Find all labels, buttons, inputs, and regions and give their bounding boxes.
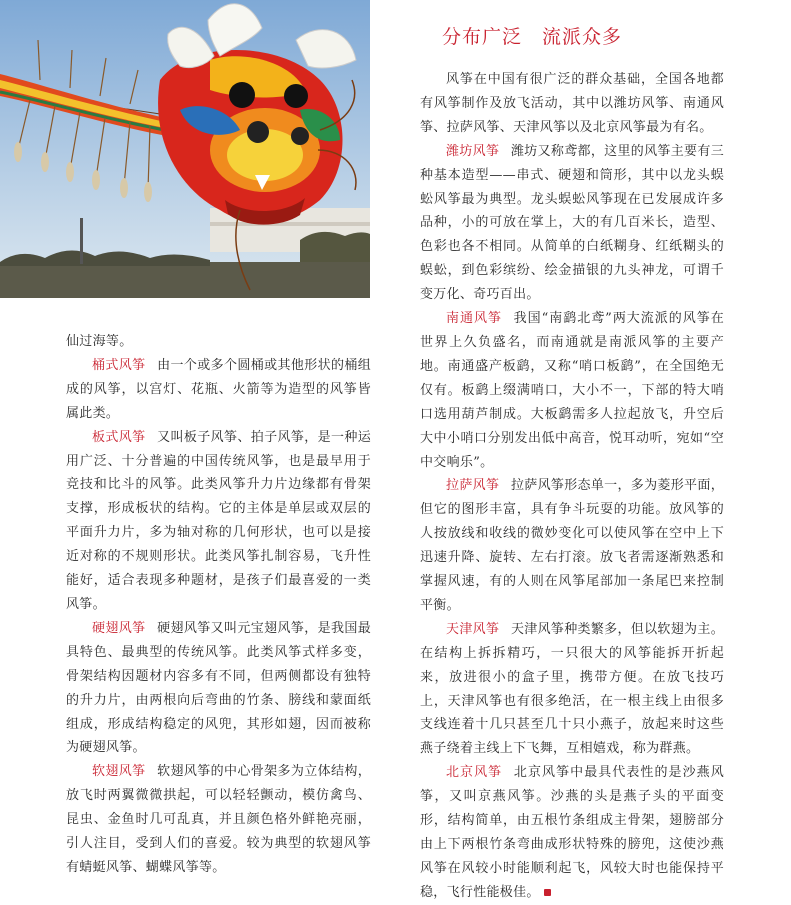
paragraph-body: 硬翅风筝又叫元宝翅风筝，是我国最具特色、最典型的传统风筝。此类风筝式样多变，骨架结构因题材内容多有不同，但两侧都设有独特的升力片，由两根向后弯曲的竹条、膀线和蒙面纸组成，形成结构稳定的风兜，其形如翅，因而被称为硬翅风筝。 [66, 620, 371, 756]
intro-paragraph: 风筝在中国有很广泛的群众基础，全国各地都有风筝制作及放飞活动，其中以潍坊风筝、南通风筝、拉萨风筝、天津风筝以及北京风筝最为有名。 [420, 72, 724, 135]
paragraph-body: 由一个或多个圆桶或其他形状的桶组成的风筝，以宫灯、花瓶、火箭等为造型的风筝皆属此类。 [66, 357, 371, 421]
paragraph-tianjin [420, 618, 724, 761]
term-label: 拉萨风筝 [446, 478, 500, 494]
paragraph-body: 软翅风筝的中心骨架多为立体结构，放飞时两翼微微拱起，可以轻轻颤动，模仿禽鸟、昆虫、金鱼时几可乱真，并且颜色格外鲜艳亮丽，引人注目，受到人们的喜爱。较为典型的软翅风筝有蜻蜓风筝、蝴蝶风筝等。 [66, 764, 371, 875]
paragraph-ying-chi [66, 617, 371, 760]
term-label: 天津风筝 [446, 621, 500, 637]
term-label: 桶式风筝 [92, 357, 146, 373]
term-label: 软翅风筝 [92, 764, 146, 780]
term-label: 南通风筝 [446, 311, 502, 327]
paragraph-lasa [420, 474, 724, 617]
term-label: 北京风筝 [446, 765, 503, 781]
paragraph-body: 我国“南鹞北鸢”两大流派的风筝在世界上久负盛名，而南通就是南派风筝的主要产地。南通盛产板鹞，又称“哨口板鹞”，在全国绝无仅有。板鹞上缀满哨口，大小不一，下部的特大哨口选用葫芦制成。大板鹞需多人拉起放飞，升空后大中小哨口分别发出低中高音，悦耳动听，宛如“空中交响乐”。 [420, 311, 725, 470]
continued-text: 仙过海等。 [66, 334, 133, 349]
paragraph-body: 北京风筝中最具代表性的是沙燕风筝，又叫京燕风筝。沙燕的头是燕子头的平面变形，结构简单，由五根竹条组成主骨架，翅膀部分由上下两根竹条弯曲成形状特殊的膀兜，这使沙燕风筝在风较小时能顺利起飞，风较大时也能保持平稳，飞行性能极佳。 [420, 765, 724, 900]
paragraph-body: 天津风筝种类繁多，但以软翅为主。在结构上拆拆精巧，一只很大的风筝能拆开折起来，放进很小的盒子里，携带方便。在放飞技巧上，天津风筝也有很多绝活，在一根主线上由很多支线连着十几只甚至几十只小燕子，放起来时这些燕子绕着主线上下飞舞，互相嬉戏，称为群燕。 [420, 621, 724, 757]
paragraph-body: 潍坊又称鸢都，这里的风筝主要有三种基本造型——串式、硬翅和筒形，其中以龙头蜈蚣风筝最为典型。龙头蜈蚣风筝现在已发展成许多品种，小的可放在掌上，大的有几百米长，造型、色彩也各不相同。从简单的白纸糊身、红纸糊头的蜈蚣，到色彩缤纷、绘金描银的九头神龙，可谓千变万化、奇巧百出。 [420, 143, 724, 303]
right-column [420, 68, 724, 905]
paragraph-tong-shi [66, 354, 371, 426]
left-column [66, 330, 371, 880]
paragraph-body: 又叫板子风筝、拍子风筝，是一种运用广泛、十分普遍的中国传统风筝，也是最早用于竞技和比斗的风筝。此类风筝升力片边缘都有骨架支撑，形成板状的结构。它的主体是单层或双层的平面升力片，多为轴对称的几何形状，也可以是接近对称的不规则形状。此类风筝扎制容易，飞升性能好，适合表现多种题材，是孩子们最喜爱的一类风筝。 [66, 429, 371, 612]
paragraph-ban-shi [66, 426, 371, 617]
dragon-kite-photo [0, 0, 370, 298]
end-mark-icon [544, 889, 551, 896]
paragraph-weifang [420, 140, 724, 307]
term-label: 硬翅风筝 [92, 620, 146, 636]
paragraph-nantong [420, 307, 724, 474]
paragraph-beijing [420, 761, 724, 904]
paragraph-ruan-chi [66, 760, 371, 880]
term-label: 潍坊风筝 [446, 143, 500, 159]
paragraph-body: 拉萨风筝形态单一，多为菱形平面，但它的图形丰富，具有争斗玩耍的功能。放风筝的人按放线和收线的微妙变化可以使风筝在空中上下迅速升降、旋转、左右打滚。放飞者需逐渐熟悉和掌握风速，有的人则在风筝尾部加一条尾巴来控制平衡。 [420, 478, 724, 613]
term-label: 板式风筝 [92, 429, 146, 445]
section-heading: 分布广泛 流派众多 [442, 26, 623, 48]
